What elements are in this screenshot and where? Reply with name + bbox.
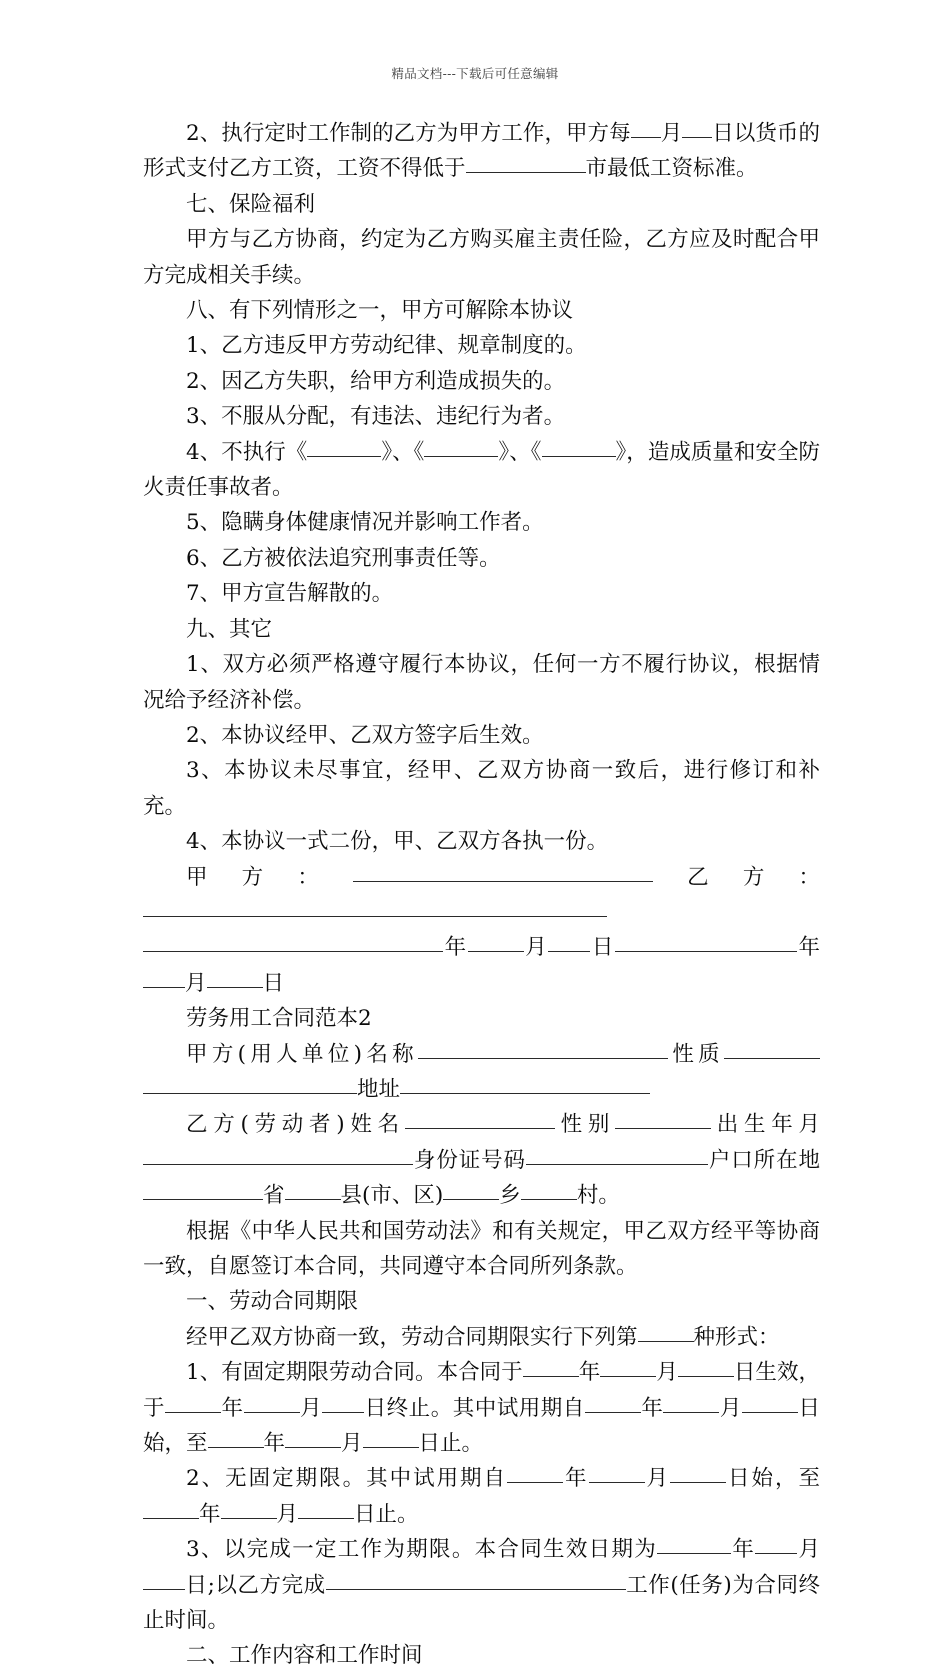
- text-run: 月: [660, 121, 683, 146]
- blank-field[interactable]: [298, 1497, 354, 1518]
- text-run: 日: [262, 970, 285, 996]
- blank-field[interactable]: [526, 1143, 708, 1164]
- text-run: 4、不执行《: [186, 439, 308, 465]
- blank-field[interactable]: [600, 1356, 656, 1377]
- text-run: 劳务用工合同范本2: [186, 1006, 372, 1032]
- blank-field[interactable]: [585, 1391, 641, 1412]
- blank-field[interactable]: [443, 1179, 499, 1200]
- p-preamble: [143, 1214, 820, 1285]
- blank-field[interactable]: [631, 117, 661, 138]
- blank-field[interactable]: [466, 152, 586, 173]
- blank-field[interactable]: [405, 1108, 555, 1129]
- p-sec7-body: [143, 222, 820, 293]
- p-sec9-title: [143, 612, 820, 647]
- text-run: 身份证号码: [413, 1147, 526, 1173]
- p-sec9-1: [143, 647, 820, 718]
- p-sec1-1: [143, 1355, 820, 1461]
- blank-field[interactable]: [418, 1037, 668, 1058]
- text-run: 年: [199, 1501, 221, 1527]
- blank-field[interactable]: [221, 1497, 277, 1518]
- blank-field[interactable]: [208, 1427, 264, 1448]
- text-run: 1、有固定期限劳动合同。本合同于: [186, 1360, 523, 1386]
- p-salary-2: [143, 116, 820, 187]
- text-run: 4、本协议一式二份，甲、乙双方各执一份。: [186, 829, 609, 855]
- blank-field[interactable]: [143, 1179, 263, 1200]
- text-run: 地址: [357, 1076, 401, 1102]
- p-sec9-4: [143, 824, 820, 859]
- p-sec8-5: [143, 505, 820, 540]
- blank-field[interactable]: [363, 1427, 419, 1448]
- text-run: 1、乙方违反甲方劳动纪律、规章制度的。: [186, 333, 587, 359]
- text-run: 5、隐瞒身体健康情况并影响工作者。: [186, 510, 544, 536]
- blank-field[interactable]: [285, 1427, 341, 1448]
- blank-field[interactable]: [353, 860, 653, 881]
- blank-field[interactable]: [507, 1462, 563, 1483]
- text-run: 2、无固定期限。其中试用期自: [186, 1466, 508, 1492]
- text-run: 日生效，于: [143, 1360, 820, 1421]
- blank-field[interactable]: [143, 1568, 185, 1589]
- blank-field[interactable]: [542, 435, 616, 456]
- p-party-b: [143, 1107, 820, 1213]
- text-run: 》，造成质量和安全防火责任事故者。: [143, 439, 820, 501]
- text-run: 日始，至: [143, 1395, 820, 1457]
- p-sec8-3: [143, 399, 820, 434]
- blank-field[interactable]: [393, 896, 607, 917]
- blank-field[interactable]: [143, 931, 443, 952]
- blank-field[interactable]: [615, 931, 797, 952]
- text-run: 甲方与乙方协商，约定为乙方购买雇主责任险，乙方应及时配合甲方完成相关手续。: [143, 227, 820, 288]
- text-run: 日;以乙方完成: [185, 1572, 326, 1598]
- p-sec8-6: [143, 541, 820, 576]
- blank-field[interactable]: [724, 1037, 820, 1058]
- text-run: 月: [523, 935, 549, 961]
- blank-field[interactable]: [755, 1533, 797, 1554]
- blank-field[interactable]: [263, 1143, 413, 1164]
- text-run: 日终止。其中试用期自: [364, 1395, 585, 1421]
- text-run: 年: [563, 1466, 589, 1492]
- blank-field[interactable]: [682, 117, 712, 138]
- blank-field[interactable]: [589, 1462, 645, 1483]
- text-run: 九、其它: [186, 616, 273, 642]
- text-run: 月: [644, 1466, 670, 1492]
- blank-field[interactable]: [326, 1568, 626, 1589]
- p-sec1-2: [143, 1461, 820, 1532]
- text-run: 月: [276, 1501, 299, 1527]
- p-dates: [143, 930, 820, 1001]
- blank-field[interactable]: [548, 931, 590, 952]
- text-run: 月: [341, 1431, 363, 1457]
- text-run: 年: [640, 1395, 664, 1421]
- text-run: 年: [221, 1395, 244, 1421]
- page-watermark-header: 精品文档---下载后可任意编辑: [391, 66, 559, 81]
- blank-field[interactable]: [143, 1497, 199, 1518]
- text-run: 年: [263, 1431, 286, 1457]
- blank-field[interactable]: [670, 1462, 726, 1483]
- text-run: 县(市、区): [340, 1183, 444, 1209]
- p-sec8-4: [143, 435, 820, 506]
- blank-field[interactable]: [638, 1320, 694, 1341]
- blank-field[interactable]: [424, 435, 498, 456]
- text-run: 》、《: [381, 439, 425, 465]
- text-run: 月: [185, 970, 207, 996]
- document-body: [143, 116, 820, 1674]
- text-run: 1、双方必须严格遵守履行本协议，任何一方不履行协议，根据情况给予经济补偿。: [143, 652, 820, 713]
- blank-field[interactable]: [285, 1179, 341, 1200]
- p-sec1-3: [143, 1532, 820, 1638]
- blank-field[interactable]: [742, 1391, 798, 1412]
- text-run: 二、工作内容和工作时间: [186, 1643, 423, 1669]
- text-run: 甲方(用人单位)名称: [186, 1041, 419, 1067]
- p-sec1-body: [143, 1320, 820, 1355]
- p-sec8-title: [143, 293, 820, 328]
- p-sec8-2: [143, 364, 820, 399]
- text-run: 乙方(劳动者)姓名: [186, 1112, 405, 1138]
- text-run: 年: [578, 1360, 601, 1386]
- text-run: 种形式：: [693, 1324, 780, 1350]
- text-run: 7、甲方宣告解散的。: [186, 581, 394, 607]
- p-sec1-title: [143, 1284, 820, 1319]
- p-sec9-2: [143, 718, 820, 753]
- p-sec2-title: [143, 1638, 820, 1673]
- blank-field[interactable]: [678, 1356, 734, 1377]
- text-run: 6、乙方被依法追究刑事责任等。: [186, 545, 501, 571]
- text-run: 乡: [499, 1183, 521, 1209]
- blank-field[interactable]: [143, 1143, 263, 1164]
- text-run: 年: [731, 1537, 756, 1563]
- text-run: 性质: [668, 1041, 724, 1067]
- text-run: 2、因乙方失职，给甲方利造成损失的。: [186, 368, 566, 394]
- p-sec8-7: [143, 576, 820, 611]
- blank-field[interactable]: [143, 1073, 357, 1094]
- blank-field[interactable]: [322, 1391, 364, 1412]
- blank-field[interactable]: [468, 931, 524, 952]
- text-run: 根据《中华人民共和国劳动法》和有关规定，甲乙双方经平等协商一致，自愿签订本合同，共同遵守本合同所列条款。: [143, 1218, 820, 1279]
- text-run: 月: [719, 1395, 742, 1421]
- text-run: 日始，至: [726, 1466, 820, 1492]
- text-run: 出生年月: [711, 1112, 820, 1138]
- text-run: 2、执行定时工作制的乙方为甲方工作，甲方每: [186, 121, 631, 146]
- text-run: 省: [263, 1183, 285, 1209]
- blank-field[interactable]: [244, 1391, 300, 1412]
- text-run: 八、有下列情形之一，甲方可解除本协议: [186, 298, 574, 324]
- blank-field[interactable]: [143, 966, 185, 987]
- p-signature: [143, 860, 820, 931]
- text-run: 月: [656, 1360, 678, 1386]
- text-run: 年: [443, 935, 468, 961]
- text-run: 户口所在地: [707, 1147, 820, 1173]
- p-sec9-3: [143, 753, 820, 824]
- text-run: 日以货币的形式支付乙方工资，工资不得低于: [143, 121, 820, 182]
- blank-field[interactable]: [400, 1073, 650, 1094]
- text-run: 乙方：: [653, 864, 820, 890]
- text-run: 》、《: [498, 439, 542, 465]
- text-run: 甲方：: [186, 864, 353, 890]
- text-run: 3、不服从分配，有违法、违纪行为者。: [186, 404, 566, 430]
- text-run: 年: [796, 935, 820, 961]
- text-run: 性别: [554, 1112, 616, 1138]
- blank-field[interactable]: [521, 1179, 577, 1200]
- text-run: 日止。: [354, 1501, 419, 1527]
- text-run: 日止。: [418, 1431, 484, 1457]
- blank-field[interactable]: [165, 1391, 221, 1412]
- text-run: 2、本协议经甲、乙双方签字后生效。: [186, 722, 544, 748]
- text-run: 工作(任务)为合同终止时间。: [143, 1572, 821, 1634]
- text-run: 经甲乙双方协商一致，劳动合同期限实行下列第: [186, 1324, 638, 1350]
- text-run: 村。: [576, 1183, 620, 1209]
- p-party-a: [143, 1037, 820, 1108]
- blank-field[interactable]: [307, 435, 381, 456]
- blank-field[interactable]: [523, 1356, 579, 1377]
- text-run: 3、以完成一定工作为期限。本合同生效日期为: [186, 1537, 658, 1563]
- p-sec8-1: [143, 328, 820, 363]
- blank-field[interactable]: [657, 1533, 731, 1554]
- blank-field[interactable]: [143, 896, 393, 917]
- text-run: 日: [590, 935, 615, 961]
- text-run: 月: [299, 1395, 323, 1421]
- text-run: 一、劳动合同期限: [186, 1289, 359, 1315]
- text-run: 月: [797, 1537, 820, 1563]
- p-sec7-title: [143, 187, 820, 222]
- text-run: 七、保险福利: [186, 191, 316, 217]
- blank-field[interactable]: [207, 966, 263, 987]
- text-run: 3、本协议未尽事宜，经甲、乙双方协商一致后，进行修订和补充。: [143, 758, 820, 819]
- text-run: 市最低工资标准。: [585, 156, 758, 182]
- blank-field[interactable]: [615, 1108, 711, 1129]
- blank-field[interactable]: [663, 1391, 719, 1412]
- p-template2-title: [143, 1001, 820, 1036]
